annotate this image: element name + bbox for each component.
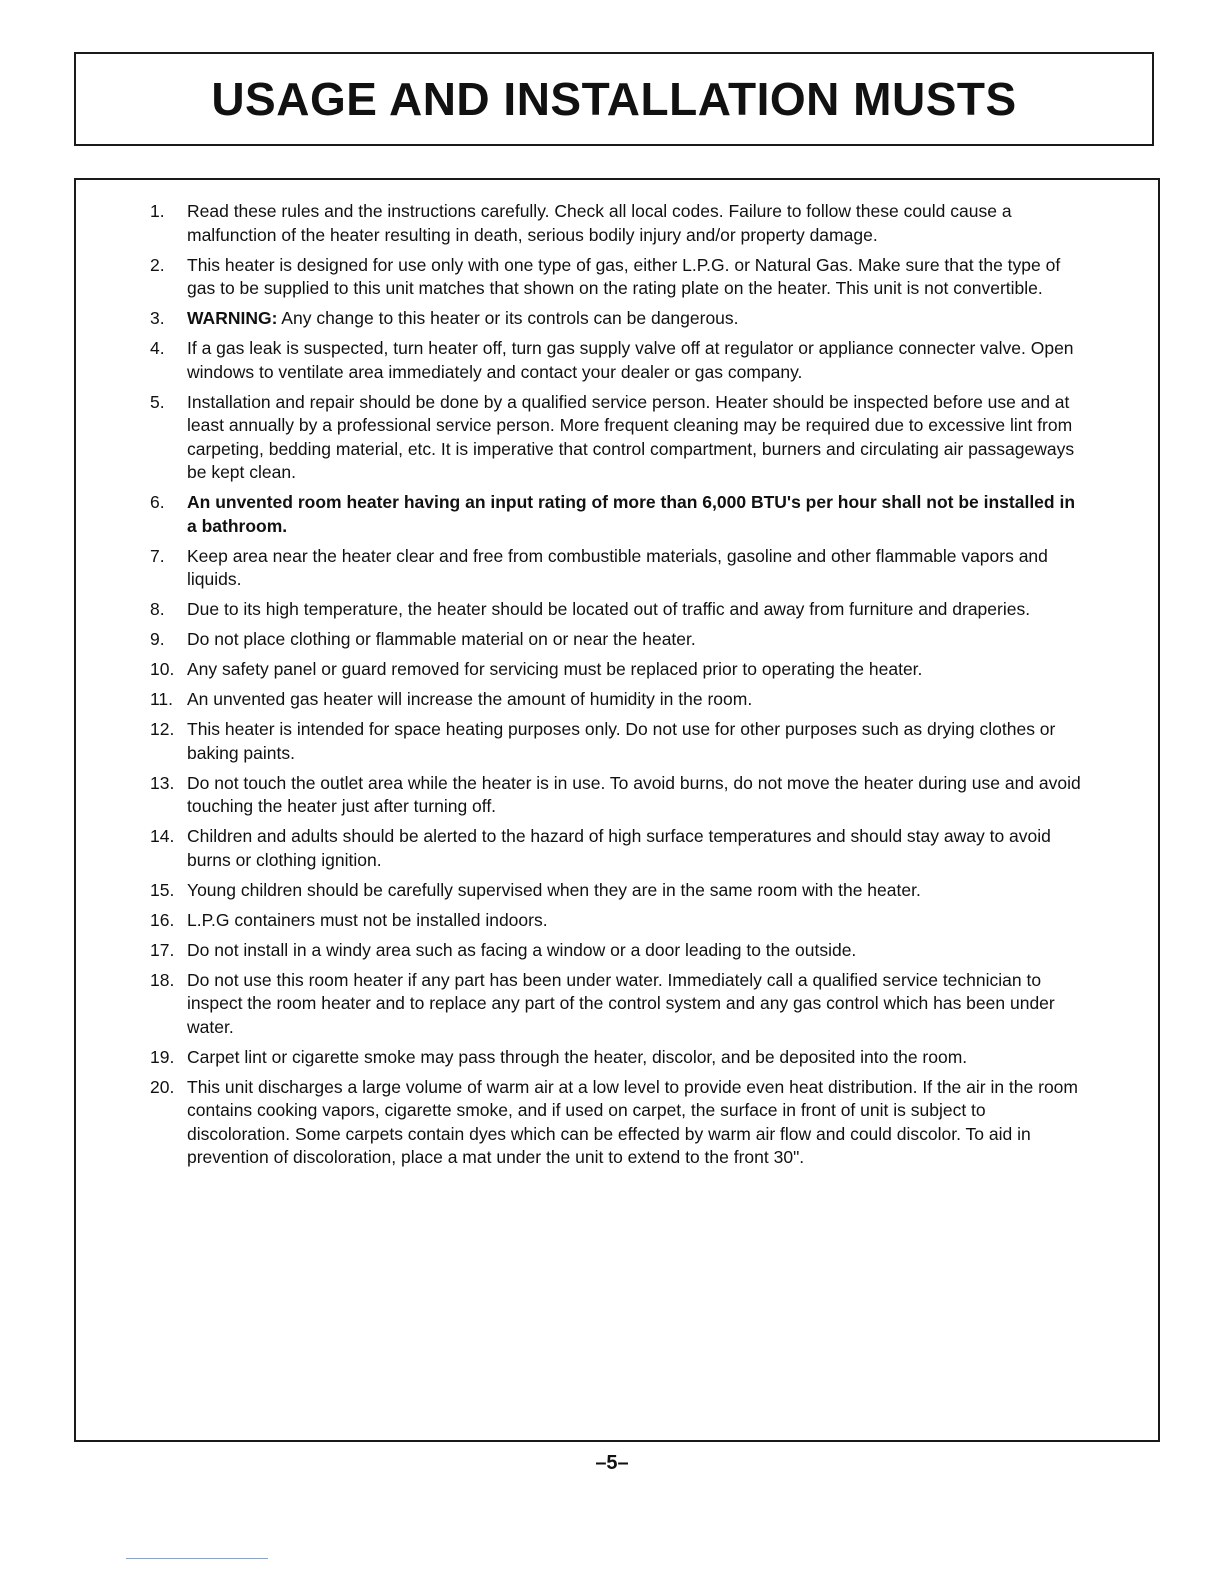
title-box	[74, 52, 1154, 146]
warning-label: WARNING:	[187, 308, 278, 328]
rule-19	[150, 1046, 1085, 1070]
rule-number: 5.	[150, 391, 165, 412]
rules-box	[74, 178, 1160, 1442]
rule-number: 7.	[150, 545, 165, 566]
rule-1	[150, 200, 1085, 247]
rule-9	[150, 628, 1085, 652]
rule-number: 17.	[150, 939, 175, 960]
rule-5	[150, 391, 1085, 485]
rule-text: Read these rules and the instructions carefully. Check all local codes. Failure to follow these could cause a malfunction of the heater resulting in death, serious bodily injury and/or property damage.	[187, 201, 1012, 245]
rule-text: An unvented room heater having an input rating of more than 6,000 BTU's per hour shall not be installed in a bathroom.	[187, 492, 1076, 536]
rule-2	[150, 254, 1085, 301]
rule-number: 19.	[150, 1046, 175, 1067]
rule-text: Any safety panel or guard removed for servicing must be replaced prior to operating the heater.	[187, 659, 923, 679]
rule-17	[150, 939, 1085, 963]
rule-15	[150, 879, 1085, 903]
footer-divider	[126, 1558, 268, 1559]
rule-text: This heater is intended for space heating purposes only. Do not use for other purposes such as drying clothes or baking paints.	[187, 719, 1056, 763]
rule-number: 20.	[150, 1076, 175, 1097]
rule-13	[150, 772, 1085, 819]
rule-18	[150, 969, 1085, 1040]
rule-text: Due to its high temperature, the heater should be located out of traffic and away from furniture and draperies.	[187, 599, 1031, 619]
rule-number: 14.	[150, 826, 175, 846]
rule-12	[150, 718, 1085, 765]
rule-number: 11.	[150, 689, 174, 709]
rule-number: 16.	[150, 909, 175, 930]
rule-text: This unit discharges a large volume of warm air at a low level to provide even heat distribution. If the air in the room contains cooking vapors, cigarette smoke, and if used on carpet, the surface in front of unit is subject to discoloration. Some carpets contain dyes which can be effected by warm air flow and could discolor. To aid in prevention of discoloration, place a mat under the unit to extend to the front 30".	[187, 1076, 1078, 1167]
page-title: USAGE AND INSTALLATION MUSTS	[211, 73, 1017, 125]
rule-20	[150, 1076, 1085, 1170]
rule-text: Carpet lint or cigarette smoke may pass through the heater, discolor, and be deposited into the room.	[187, 1046, 968, 1067]
rules-list	[150, 200, 1085, 1176]
rule-3	[150, 307, 1085, 331]
rule-number: 13.	[150, 772, 175, 793]
rule-number: 10.	[150, 659, 175, 679]
rule-text: Any change to this heater or its controls can be dangerous.	[277, 308, 739, 328]
rule-10	[150, 658, 1085, 682]
rule-number: 18.	[150, 969, 175, 990]
rule-number: 9.	[150, 629, 165, 649]
rule-text: Do not use this room heater if any part has been under water. Immediately call a qualified service technician to inspect the room heater and to replace any part of the control system and any gas control which has been under water.	[187, 969, 1055, 1037]
rule-number: 6.	[150, 492, 165, 512]
rule-text: Children and adults should be alerted to the hazard of high surface temperatures and should stay away to avoid burns or clothing ignition.	[187, 826, 1051, 870]
rule-text: Keep area near the heater clear and free from combustible materials, gasoline and other flammable vapors and liquids.	[187, 545, 1048, 589]
rule-text: Do not touch the outlet area while the heater is in use. To avoid burns, do not move the heater during use and avoid touching the heater just after turning off.	[187, 772, 1081, 816]
rule-number: 12.	[150, 719, 175, 739]
rule-text: Do not install in a windy area such as facing a window or a door leading to the outside.	[187, 939, 857, 960]
rule-6	[150, 491, 1085, 538]
rule-number: 8.	[150, 599, 165, 619]
rule-text: Installation and repair should be done by a qualified service person. Heater should be inspected before use and at least annually by a professional service person. More frequent cleaning may be required due to excessive lint from carpeting, bedding material, etc. It is imperative that control compartment, burners and circulating air passageways be kept clean.	[187, 391, 1075, 482]
rule-text: This heater is designed for use only with one type of gas, either L.P.G. or Natural Gas. Make sure that the type of gas to be supplied to this unit matches that shown on the rating plate on the heater. This unit is not convertible.	[187, 254, 1061, 298]
rule-text: Young children should be carefully supervised when they are in the same room with the heater.	[187, 879, 921, 900]
rule-number: 2.	[150, 254, 165, 275]
rule-text: An unvented gas heater will increase the amount of humidity in the room.	[187, 689, 753, 709]
rule-11	[150, 688, 1085, 712]
rule-7	[150, 545, 1085, 592]
rule-number: 4.	[150, 338, 165, 358]
rule-text: If a gas leak is suspected, turn heater off, turn gas supply valve off at regulator or appliance connecter valve. Open windows to ventilate area immediately and contact your dealer or gas company.	[187, 338, 1074, 382]
page-number: –5–	[595, 1452, 629, 1474]
rule-text: Do not place clothing or flammable material on or near the heater.	[187, 629, 696, 649]
rule-8	[150, 598, 1085, 622]
rule-number: 3.	[150, 308, 165, 328]
rule-14	[150, 825, 1085, 872]
rule-text: L.P.G containers must not be installed indoors.	[187, 909, 548, 930]
rule-number: 15.	[150, 879, 175, 900]
rule-16	[150, 909, 1085, 933]
rule-number: 1.	[150, 201, 165, 221]
rule-4	[150, 337, 1085, 384]
